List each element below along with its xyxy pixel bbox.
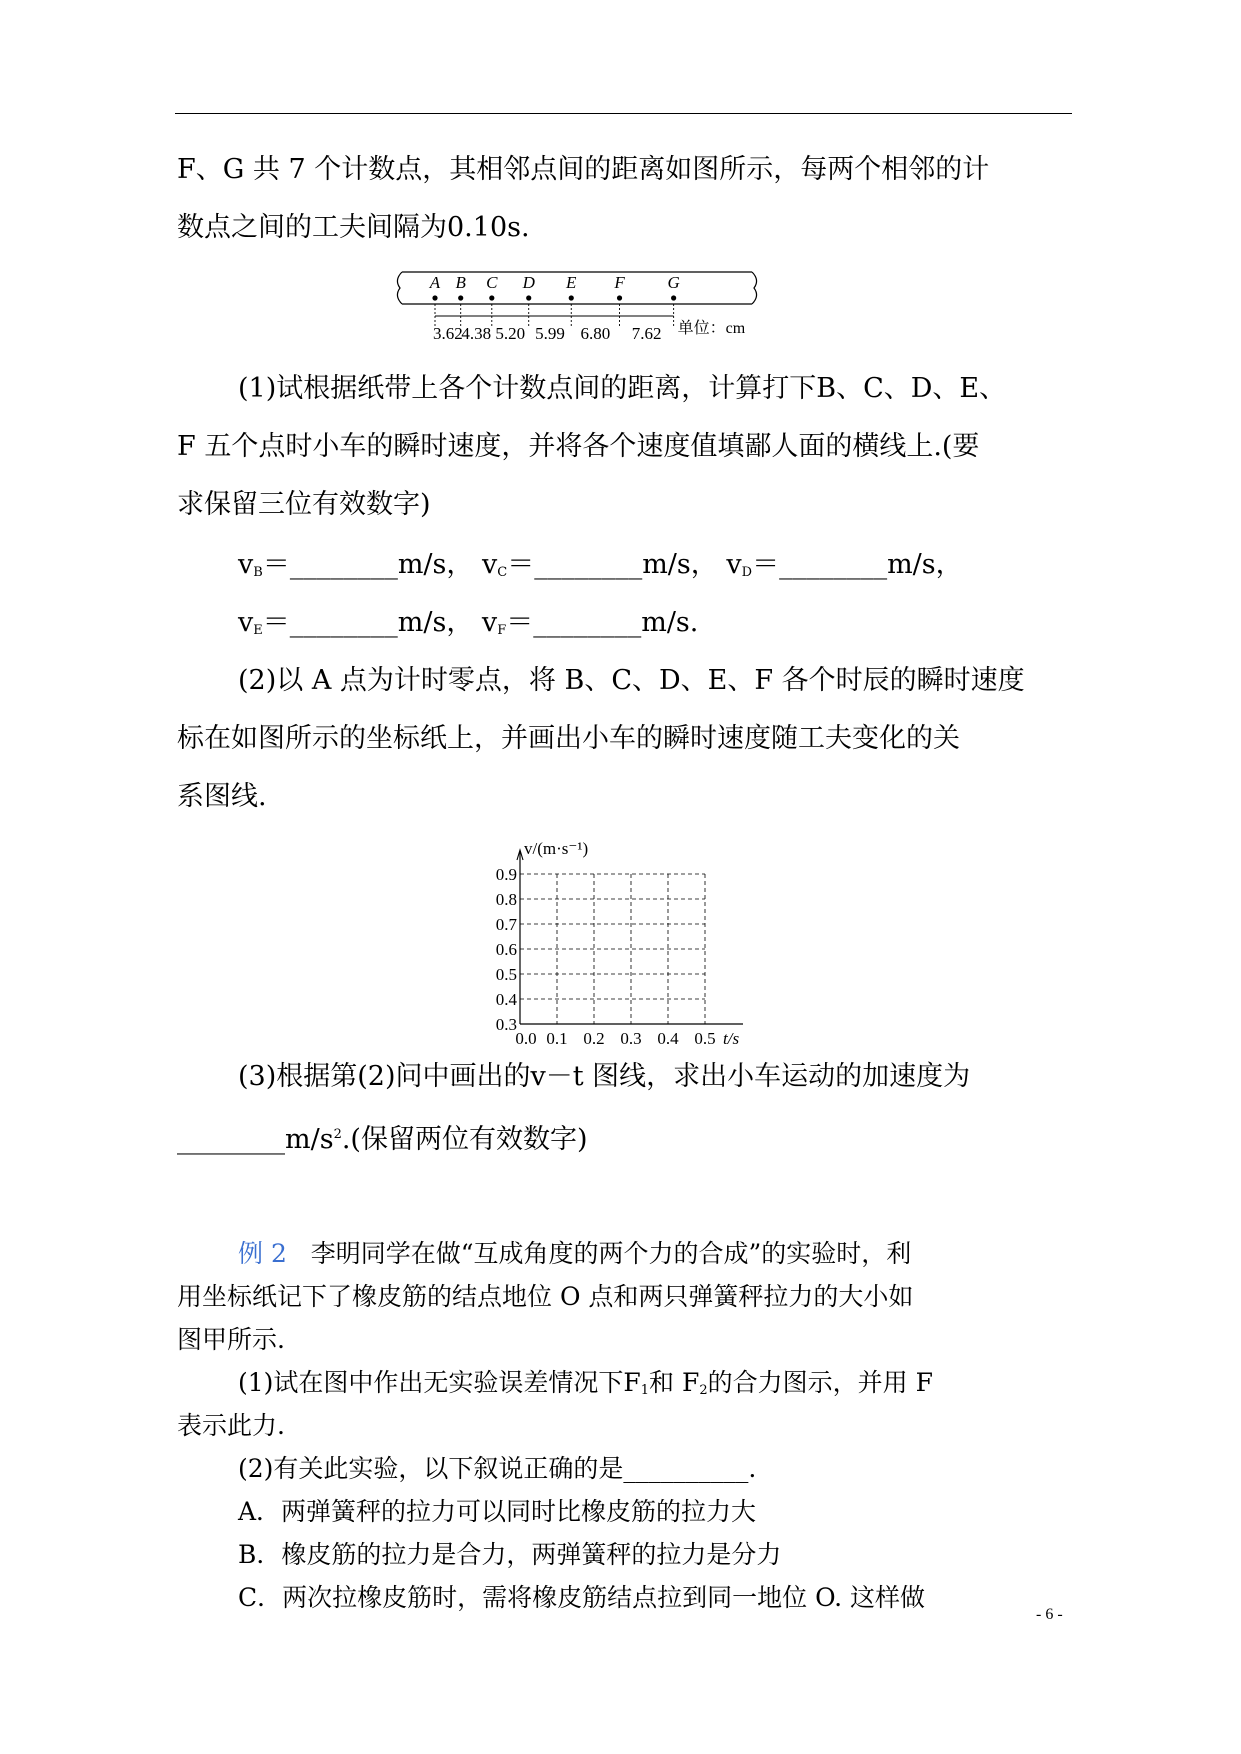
tape-distance-label: 5.99 — [535, 324, 565, 343]
blank-vD[interactable]: $v_D=\_\_\_\_\_\_\_\_m/s$， — [726, 549, 963, 580]
tape-point-label: F — [614, 273, 625, 292]
tape-dot — [617, 295, 622, 300]
velocity-row-2 — [238, 608, 698, 646]
tape-point-label: B — [455, 273, 466, 292]
q3-blank[interactable]: ________m/s — [177, 1124, 334, 1155]
chart-group — [496, 839, 743, 1048]
y-tick-label: 0.8 — [495, 890, 517, 909]
q2-line-1: (2)以 A 点为计时零点，将 B、C、D、E、F 各个时辰的瞬时速度 — [238, 665, 1025, 696]
tape-point-label: A — [429, 273, 441, 292]
header-rule — [175, 113, 1072, 114]
x-tick-label: 0.5 — [694, 1029, 716, 1048]
tape-point-label: C — [486, 273, 498, 292]
tape-dot — [432, 295, 437, 300]
q3-line-2: $\_\_\_\_\_\_\_\_m/s^2$.(保留两位有效数字) — [177, 1124, 588, 1155]
tape-point-label: G — [667, 273, 680, 292]
tape-dot — [458, 295, 463, 300]
q1-line-2: F 五个点时小车的瞬时速度，并将各个速度值填鄙人面的横线上.(要 — [177, 431, 980, 462]
tape-dot — [671, 295, 676, 300]
q3-line-1: (3)根据第(2)问中画出的v－t 图线，求出小车运动的加速度为 — [238, 1061, 971, 1092]
tape-left-torn-edge — [397, 272, 402, 304]
x-tick-label: 0.1 — [546, 1029, 568, 1048]
blank-vC[interactable]: $v_C=\_\_\_\_\_\_\_\_m/s$， — [481, 549, 718, 580]
y-tick-label: 0.3 — [495, 1015, 517, 1034]
vt-chart — [470, 830, 770, 1050]
x-tick-label: 0.3 — [620, 1029, 642, 1048]
x-tick-label: 0.0 — [515, 1029, 537, 1048]
tape-dot — [526, 295, 531, 300]
paper-tape-figure — [390, 266, 840, 356]
option-c: C．两次拉橡皮筋时，需将橡皮筋结点拉到同一地位 O. 这样做 — [238, 1583, 926, 1612]
y-tick-label: 0.9 — [495, 865, 517, 884]
x-axis-label: t/s — [723, 1029, 740, 1048]
tape-group — [397, 272, 756, 343]
tape-unit-label: 单位：cm — [677, 320, 746, 337]
y-axis-label: v/(m·s⁻¹) — [524, 839, 589, 858]
tape-dot — [569, 295, 574, 300]
example2-line-2: 用坐标纸记下了橡皮筋的结点地位 O 点和两只弹簧秤拉力的大小如 — [177, 1282, 914, 1311]
q2-line-3: 系图线. — [177, 781, 267, 812]
example-label: 例 2 — [238, 1239, 287, 1268]
x-tick-label: 0.4 — [657, 1029, 679, 1048]
tape-distance-label: 5.20 — [495, 324, 526, 343]
example2-line-3: 图甲所示. — [177, 1325, 285, 1354]
option-a: A．两弹簧秤的拉力可以同时比橡皮筋的拉力大 — [238, 1497, 757, 1526]
para-line-1: F、G 共 7 个计数点，其相邻点间的距离如图所示，每两个相邻的计 — [177, 154, 990, 185]
y-tick-label: 0.6 — [495, 940, 517, 959]
tape-distance-label: 4.38 — [461, 324, 492, 343]
velocity-row-1 — [238, 550, 963, 588]
y-tick-label: 0.7 — [495, 915, 517, 934]
y-tick-label: 0.5 — [495, 965, 517, 984]
example2-line-5: 表示此力. — [177, 1411, 285, 1440]
q2-line-2: 标在如图所示的坐标纸上，并画出小车的瞬时速度随工夫变化的关 — [177, 723, 960, 754]
para-line-2: 数点之间的工夫间隔为0.10s. — [177, 212, 530, 243]
tape-distance-label: 7.62 — [631, 324, 662, 343]
example2-line-1: 例 2 李明同学在做“互成角度的两个力的合成”的实验时，利 — [238, 1239, 912, 1268]
y-tick-label: 0.4 — [495, 990, 517, 1009]
tape-point-label: E — [566, 273, 577, 292]
example2-line-6: (2)有关此实验，以下叙说正确的是__________. — [238, 1454, 757, 1483]
q1-line-1: (1)试根据纸带上各个计数点间的距离，计算打下B、C、D、E、 — [238, 373, 1007, 404]
tape-right-torn-edge — [752, 272, 757, 304]
tape-point-label: D — [522, 273, 535, 292]
option-b: B．橡皮筋的拉力是合力，两弹簧秤的拉力是分力 — [238, 1540, 782, 1569]
blank-vE[interactable]: $v_E=\_\_\_\_\_\_\_\_m/s$， — [238, 607, 474, 638]
q1-line-3: 求保留三位有效数字) — [177, 489, 431, 520]
x-tick-label: 0.2 — [583, 1029, 605, 1048]
tape-dot — [489, 295, 494, 300]
tape-distance-label: 6.80 — [580, 324, 611, 343]
tape-distance-label: 3.62 — [432, 324, 463, 343]
page-number: - 6 - — [1036, 1606, 1063, 1623]
blank-vF[interactable]: $v_F=\_\_\_\_\_\_\_\_m/s$. — [481, 607, 699, 638]
example2-line-4: (1)试在图中作出无实验误差情况下$F_1$和 $F_2$的合力图示，并用 F — [238, 1368, 933, 1398]
blank-vB[interactable]: $v_B=\_\_\_\_\_\_\_\_m/s$， — [238, 549, 474, 580]
